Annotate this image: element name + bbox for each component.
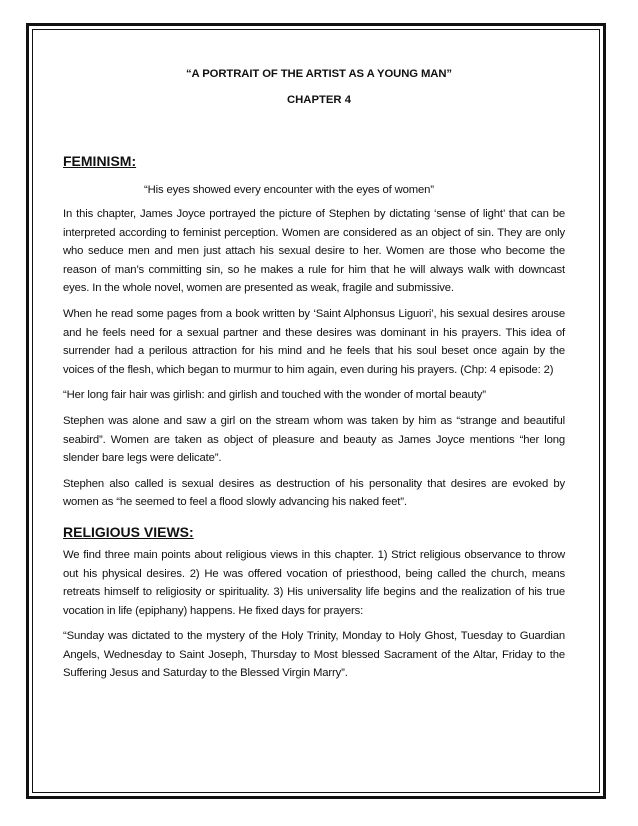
feminism-paragraph-2: When he read some pages from a book written by ‘Saint Alphonsus Liguori’, his sexual desires arouse and he feels need for a sexual partner and these desires was dominant in his prayers. This idea of surrender had a perilous attraction for his mind and he feels that his soul beset once again by the voices of the flesh, which began to murmur to him again, even during his prayers. (Chp: 4 episode: 2) (63, 307, 565, 376)
document-title: “A PORTRAIT OF THE ARTIST AS A YOUNG MAN” (186, 68, 452, 80)
feminism-epigraph: “His eyes showed every encounter with the eyes of women” (144, 184, 434, 196)
religious-views-heading: RELIGIOUS VIEWS: (63, 523, 194, 540)
religious-paragraph-2: “Sunday was dictated to the mystery of the Holy Trinity, Monday to Holy Ghost, Tuesday to Guardian Angels, Wednesday to Saint Joseph, Thursday to Most blessed Sacrament of the Altar, Friday to the Suffering Jesus and Saturday to the Blessed Virgin Marry”. (63, 630, 565, 680)
feminism-heading: FEMINISM: (63, 153, 137, 169)
feminism-paragraph-3: Stephen was alone and saw a girl on the stream whom was taken by him as “strange and beautiful seabird”. Women are taken as object of pleasure and beauty as James Joyce mentions “her long slender bare legs were delicate”. (63, 414, 565, 465)
feminism-paragraph-1: In this chapter, James Joyce portrayed the picture of Stephen by dictating ‘sense of light’ that can be interpreted according to feminist perception. Women are considered as an object of sin. They are only who seduce men and men just attach his sexual desire to her. Women are those who become the reason of man’s committing sin, so he makes a rule for him that he will always walk with downcast eyes. In the whole novel, women are presented as weak, fragile and submissive. (63, 208, 565, 295)
chapter-heading: CHAPTER 4 (286, 94, 352, 106)
feminism-paragraph-4: Stephen also called is sexual desires as destruction of his personality that desires are evoked by women as “he seemed to feel a flood slowly advancing his naked feet”. (63, 477, 565, 509)
feminism-quote: “Her long fair hair was girlish: and girlish and touched with the wonder of mortal beauty” (63, 389, 486, 402)
religious-paragraph-1: We find three main points about religious views in this chapter. 1) Strict religious observance to throw out his physical desires. 2) He was offered vocation of priesthood, being called the church, means retreats himself to religiosity or spirituality. 3) His universality life begins and the realization of his true vocation in life (epiphany) happens. He fixed days for prayers: (63, 548, 565, 617)
document-content (63, 68, 565, 683)
